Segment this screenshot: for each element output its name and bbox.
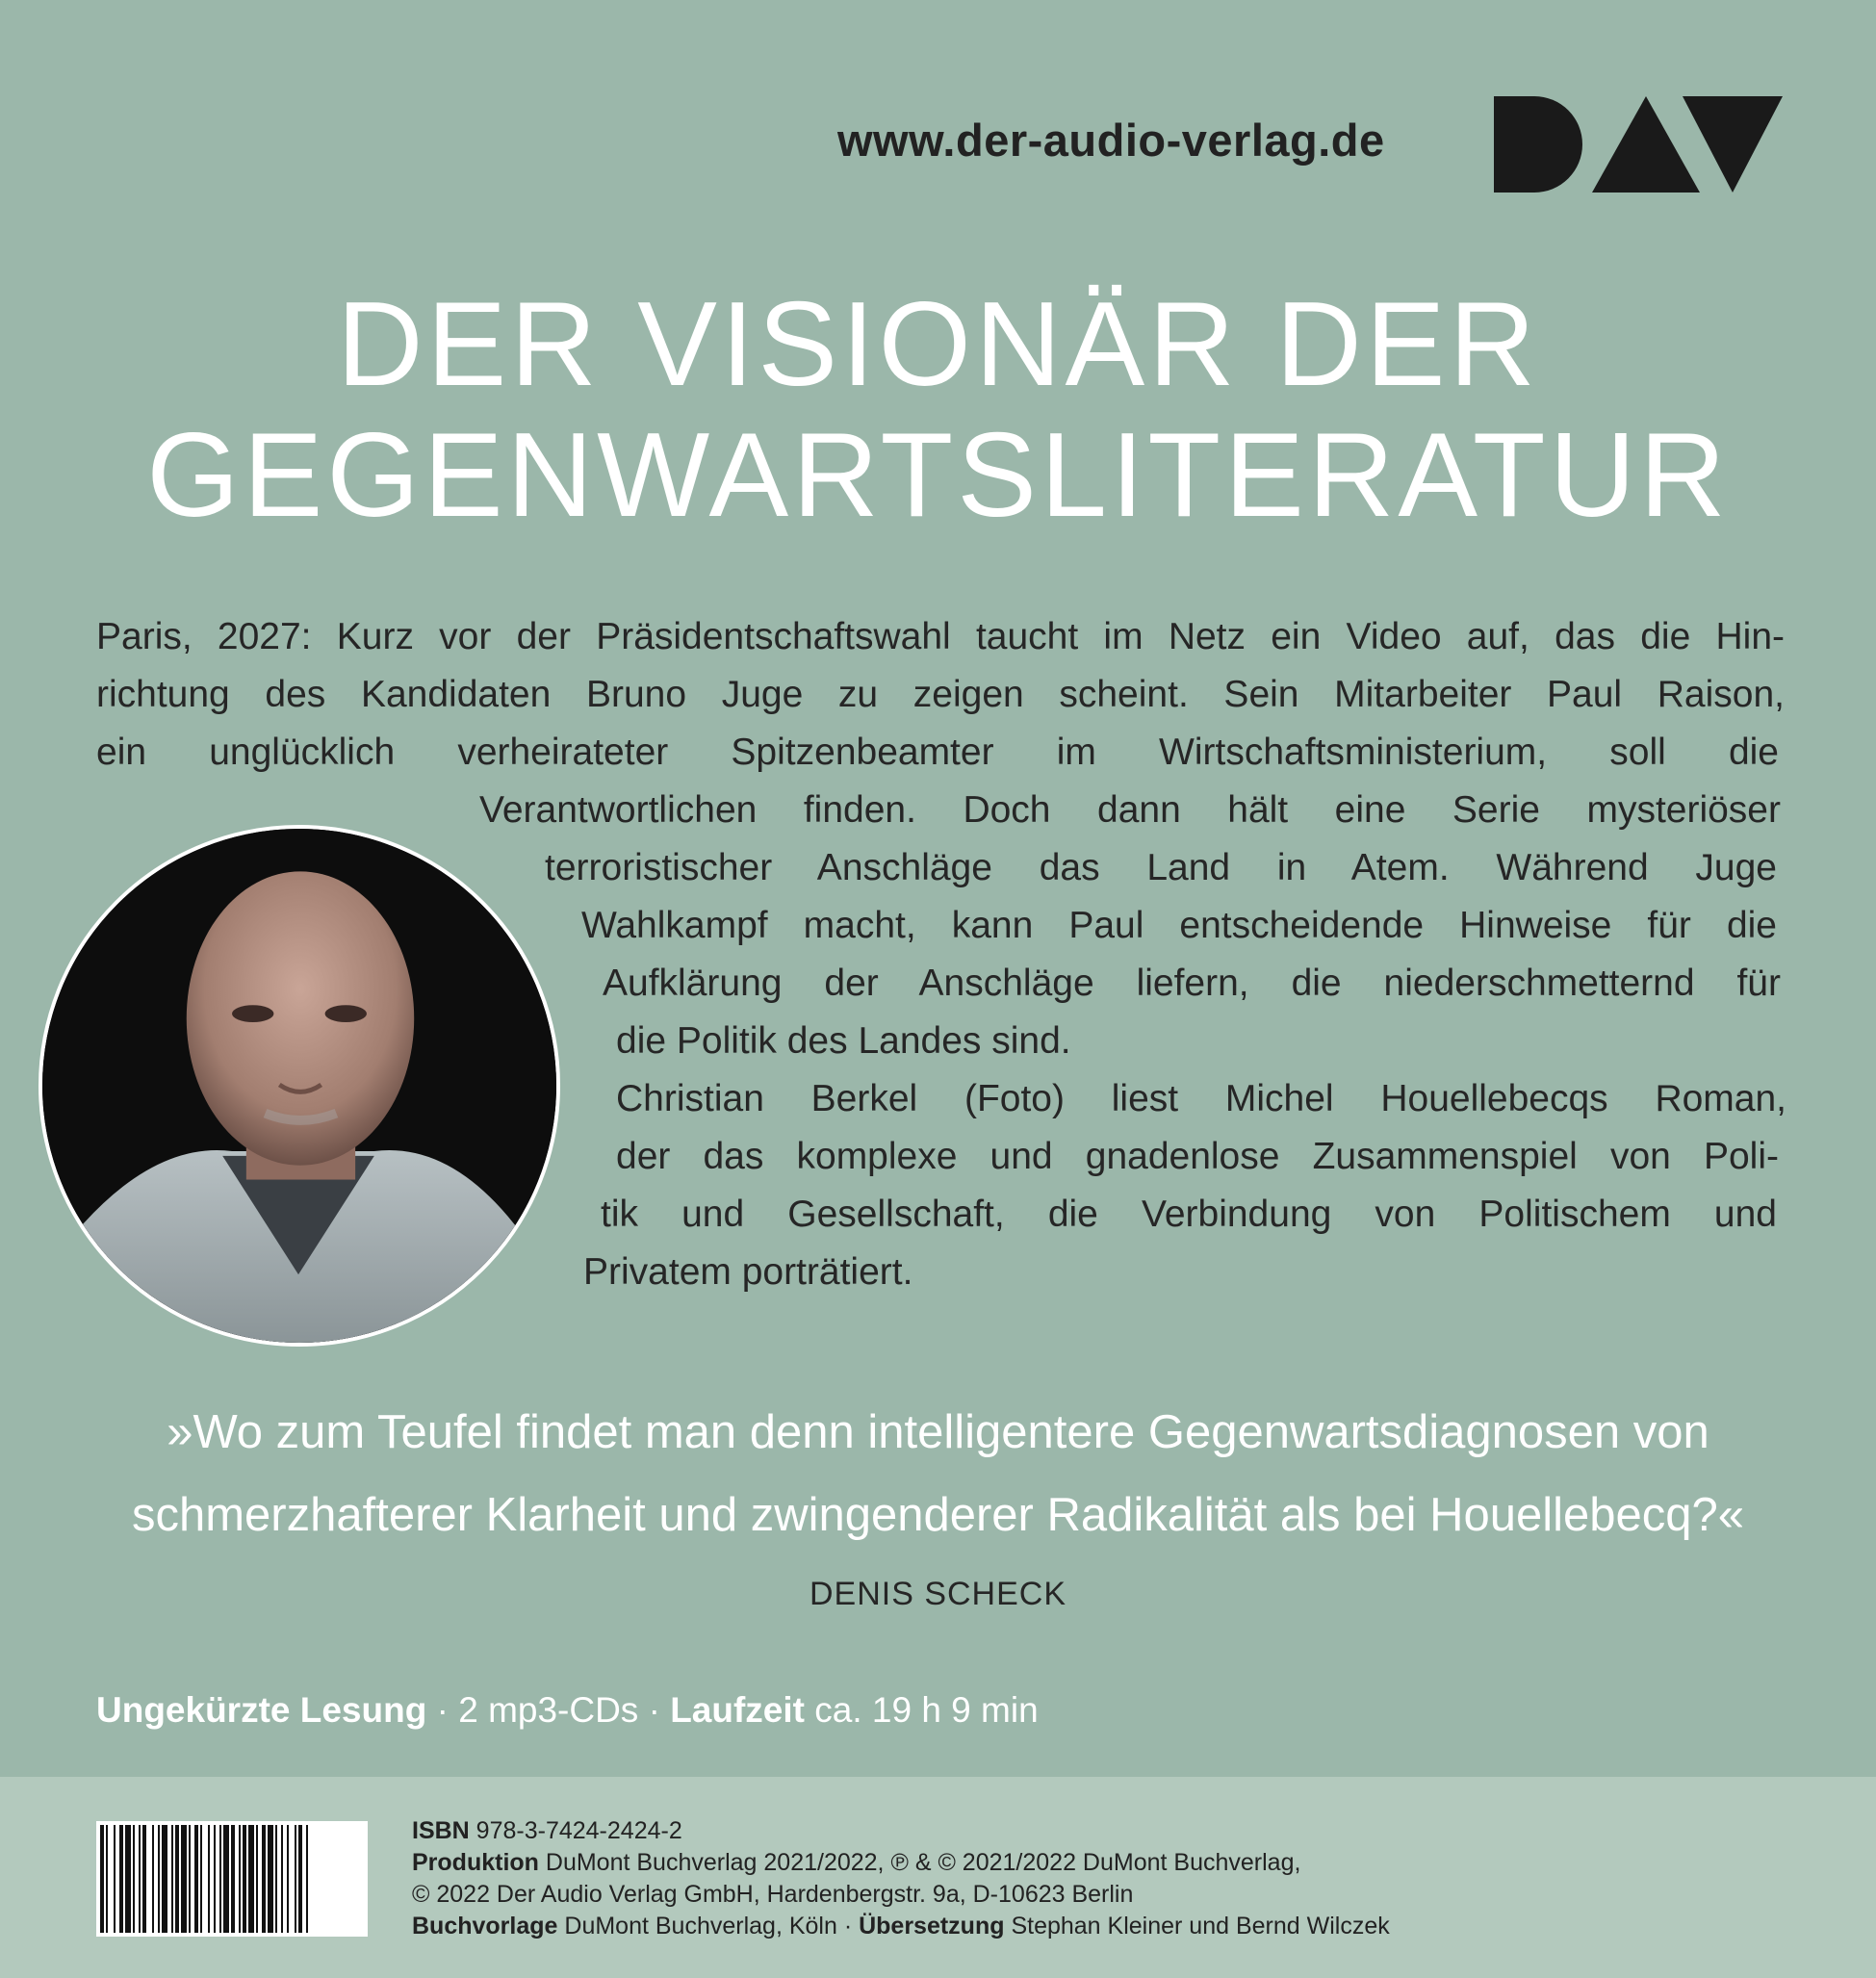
barcode-bar: [133, 1825, 135, 1933]
copyright-line: © 2022 Der Audio Verlag GmbH, Hardenbergstr. 9a, D-10623 Berlin: [412, 1881, 1134, 1908]
barcode-bar: [219, 1825, 221, 1933]
description-line: Verantwortlichen finden. Doch dann hält eine Serie mysteriöser: [479, 789, 1781, 831]
barcode-bar: [262, 1825, 266, 1933]
edition-details: [96, 1690, 1781, 1731]
barcode-bar: [175, 1825, 179, 1933]
barcode-bar: [243, 1825, 246, 1933]
isbn-value: 978-3-7424-2424-2: [469, 1817, 682, 1844]
publisher-url: www.der-audio-verlag.de: [837, 115, 1385, 166]
description-line: Wahlkampf macht, kann Paul entscheidende Hinweise für die: [581, 905, 1777, 946]
headline-line-2: GEGENWARTSLITERATUR: [146, 409, 1730, 542]
quote-line-2: schmerzhafterer Klarheit und zwingenderer Radikalität als bei Houellebecq?«: [131, 1489, 1745, 1541]
barcode-bar: [194, 1825, 198, 1933]
barcode-bar: [158, 1825, 160, 1933]
barcode-bar: [268, 1825, 273, 1933]
barcode-bar: [114, 1825, 116, 1933]
runtime-value: ca. 19 h 9 min: [804, 1690, 1039, 1730]
credits-line: [412, 1911, 1808, 1942]
barcode-bar: [281, 1825, 283, 1933]
dav-logo: [1494, 96, 1783, 193]
barcode-bar: [181, 1825, 187, 1933]
edition-label: Ungekürzte Lesung: [96, 1690, 427, 1730]
description-line: Privatem porträtiert.: [583, 1251, 913, 1293]
description-line: Christian Berkel (Foto) liest Michel Houellebecqs Roman,: [616, 1078, 1786, 1119]
description-line: ein unglücklich verheirateter Spitzenbeamter im Wirtschaftsministerium, soll die: [96, 732, 1779, 773]
headline: [58, 279, 1818, 541]
isbn-label: ISBN: [412, 1817, 470, 1844]
barcode-bar: [298, 1825, 302, 1933]
quote-line-1: »Wo zum Teufel findet man denn intelligentere Gegenwartsdiagnosen von: [167, 1406, 1709, 1458]
imprint: [412, 1815, 1808, 1942]
barcode: [96, 1821, 368, 1937]
barcode-bar: [200, 1825, 202, 1933]
barcode-bar: [248, 1825, 254, 1933]
barcode-bar: [152, 1825, 154, 1933]
portrait-photo: [39, 825, 560, 1347]
headline-line-1: DER VISIONÄR DER: [336, 278, 1540, 411]
description-line: Aufklärung der Anschläge liefern, die niederschmetternd für: [603, 963, 1781, 1004]
barcode-bar: [125, 1825, 131, 1933]
barcode-bar: [208, 1825, 210, 1933]
barcode-bar: [162, 1825, 167, 1933]
runtime-label: Laufzeit: [670, 1690, 805, 1730]
description-line: Paris, 2027: Kurz vor der Präsidentschaftswahl taucht im Netz ein Video auf, das die Hin-: [96, 616, 1785, 657]
barcode-bar: [239, 1825, 241, 1933]
produktion-line: [412, 1847, 1808, 1879]
produktion-value: DuMont Buchverlag 2021/2022, ℗ & © 2021/2022 DuMont Buchverlag,: [538, 1849, 1301, 1876]
barcode-bar: [275, 1825, 277, 1933]
format-text: · 2 mp3-CDs ·: [426, 1690, 671, 1730]
barcode-bar: [100, 1825, 104, 1933]
barcode-bar: [214, 1825, 216, 1933]
description-line: tik und Gesellschaft, die Verbindung von Politischem und: [601, 1194, 1777, 1235]
produktion-label: Produktion: [412, 1849, 539, 1876]
barcode-bar: [189, 1825, 191, 1933]
barcode-bar: [119, 1825, 123, 1933]
description-line: terroristischer Anschläge das Land in Atem. Während Juge: [545, 847, 1777, 888]
barcode-bar: [171, 1825, 173, 1933]
barcode-bar: [295, 1825, 296, 1933]
barcode-bar: [139, 1825, 141, 1933]
barcode-bar: [106, 1825, 108, 1933]
barcode-bar: [306, 1825, 308, 1933]
buchvorlage-value: DuMont Buchverlag, Köln ·: [557, 1913, 860, 1939]
uebersetzung-value: Stephan Kleiner und Bernd Wilczek: [1004, 1913, 1390, 1939]
isbn-line: [412, 1815, 1808, 1847]
description-line: der das komplexe und gnadenlose Zusammenspiel von Poli-: [616, 1136, 1779, 1177]
barcode-bar: [142, 1825, 146, 1933]
buchvorlage-label: Buchvorlage: [412, 1913, 558, 1939]
description-line: richtung des Kandidaten Bruno Juge zu zeigen scheint. Sein Mitarbeiter Paul Raison,: [96, 674, 1785, 715]
uebersetzung-label: Übersetzung: [859, 1913, 1005, 1939]
quote-author: DENIS SCHECK: [809, 1576, 1067, 1612]
barcode-bar: [287, 1825, 289, 1933]
barcode-bar: [223, 1825, 229, 1933]
barcode-bar: [256, 1825, 258, 1933]
barcode-bar: [231, 1825, 235, 1933]
review-quote: [77, 1391, 1799, 1556]
description-line: die Politik des Landes sind.: [616, 1020, 1071, 1062]
